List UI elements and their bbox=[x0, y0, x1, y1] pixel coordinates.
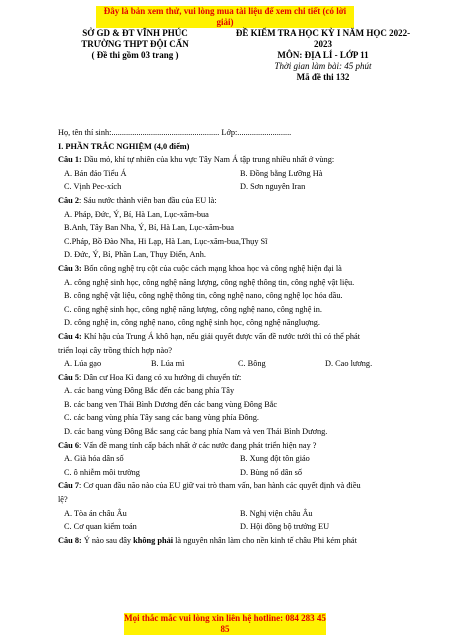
question-label: Câu 2 bbox=[58, 195, 79, 205]
question-text-continued: lệ? bbox=[58, 495, 68, 505]
option-d: D. Bùng nổ dân số bbox=[240, 467, 302, 477]
student-info-line: Họ, tên thí sinh:.................................................... Lớp:.......................... bbox=[58, 128, 292, 137]
option-c: C.Pháp, Bồ Đào Nha, Hi Lạp, Hà Lan, Lục-xăm-bua,Thụy Sĩ bbox=[64, 236, 268, 246]
options-row bbox=[58, 452, 410, 466]
question-text-end: là nguyên nhân làm cho nền kinh tế châu Phi kém phát bbox=[173, 535, 357, 545]
question-text-continued: triển loại cây trồng thích hợp nào? bbox=[58, 345, 173, 355]
option-a: A. Tòa án châu Âu bbox=[64, 508, 127, 518]
question-label: Câu 4: bbox=[58, 331, 82, 341]
option-d: D. Cao lương. bbox=[325, 359, 373, 369]
question-text: : Dân cư Hoa Kì đang có xu hướng di chuyển từ: bbox=[78, 372, 242, 382]
option-a: A. các bang vùng Đông Bắc đến các bang phía Tây bbox=[64, 386, 235, 396]
option-a: A. Lúa gạo bbox=[64, 359, 102, 369]
question-text: Bốn công nghệ trụ cột của cuộc cách mạng khoa học và công nghệ hiện đại là bbox=[81, 263, 342, 273]
option-a: A. Pháp, Đức, Ý, Bỉ, Hà Lan, Lục-xăm-bua bbox=[64, 209, 209, 219]
question-text: : Cơ quan đầu não nào của EU giữ vai trò tham vấn, ban hành các quyết định và điều bbox=[78, 481, 361, 491]
option-b: B. Nghị viện châu Âu bbox=[240, 508, 313, 518]
exam-header bbox=[228, 28, 418, 83]
question-8 bbox=[58, 534, 410, 548]
question-7 bbox=[58, 479, 410, 493]
question-5 bbox=[58, 371, 410, 385]
option-a: A. Bán đảo Tiểu Á bbox=[64, 168, 127, 178]
question-text: Ý nào sau đây bbox=[81, 535, 134, 545]
options-row bbox=[58, 180, 410, 194]
exam-title: ĐỀ KIỂM TRA HỌC KỲ I NĂM HỌC 2022- bbox=[235, 28, 411, 38]
option-a: A. Già hóa dân số bbox=[64, 454, 124, 464]
option-c: C. Bông bbox=[238, 359, 266, 369]
exam-code: Mã đề thi 132 bbox=[296, 72, 350, 82]
option-b: B.Anh, Tây Ban Nha, Ý, Bỉ, Hà Lan, Lục-xăm-bua bbox=[64, 223, 234, 233]
option-d: D. Sơn nguyên Iran bbox=[240, 182, 306, 192]
option-b: B. Đồng bằng Lưỡng Hà bbox=[240, 168, 323, 178]
options-row bbox=[58, 357, 410, 371]
hotline-banner: Mọi thắc mắc vui lòng xin liên hệ hotline: 084 283 45 85 bbox=[124, 613, 326, 634]
section-title: I. PHẦN TRẮC NGHIỆM (4,0 điểm) bbox=[58, 141, 190, 151]
school-name: TRƯỜNG THPT ĐỘI CẤN bbox=[81, 39, 189, 49]
option-c: C. công nghệ sinh học, công nghệ năng lượng, công nghệ nano, công nghệ in. bbox=[64, 304, 322, 314]
option-a: A. công nghệ sinh học, công nghệ năng lượng, công nghệ thông tin, công nghệ vật liệu. bbox=[64, 277, 355, 287]
question-4 bbox=[58, 330, 410, 344]
question-6 bbox=[58, 439, 410, 453]
option-b: B. Lúa mì bbox=[151, 359, 185, 369]
department-name: SỞ GD & ĐT VĨNH PHÚC bbox=[82, 28, 188, 38]
exam-body bbox=[58, 126, 410, 547]
option-c: C. Cơ quan kiểm toán bbox=[64, 522, 137, 532]
option-d: D. công nghệ in, công nghệ nano, công nghệ sinh học, công nghệ năngluợng. bbox=[64, 318, 321, 328]
option-d: D. Đức, Ý, Bỉ, Phần Lan, Thụy Điển, Anh. bbox=[64, 250, 206, 260]
options-row bbox=[58, 466, 410, 480]
school-header bbox=[60, 28, 210, 61]
preview-banner: Đây là bản xem thử, vui lòng mua tài liệu để xem chi tiết (có lời giải) bbox=[96, 6, 354, 28]
question-label: Câu 8: bbox=[58, 535, 82, 545]
question-3 bbox=[58, 262, 410, 276]
question-1 bbox=[58, 153, 410, 167]
question-2 bbox=[58, 194, 410, 208]
option-c: C. ô nhiễm môi trường bbox=[64, 467, 140, 477]
question-label: Câu 6 bbox=[58, 440, 79, 450]
question-text: Dầu mỏ, khí tự nhiên của khu vực Tây Nam Á tập trung nhiều nhất ở vùng: bbox=[81, 155, 335, 165]
page-count-note: ( Đề thi gồm 03 trang ) bbox=[91, 50, 179, 60]
options-row bbox=[58, 507, 410, 521]
option-d: D. các bang vùng Đông Bắc sang các bang phía Nam và ven Thái Bình Dương. bbox=[64, 427, 328, 437]
options-row bbox=[58, 520, 410, 534]
option-c: C. Vịnh Pec-xích bbox=[64, 182, 122, 192]
question-label: Câu 3: bbox=[58, 263, 82, 273]
option-c: C. các bang vùng phía Tây sang các bang vùng phía Đông. bbox=[64, 413, 260, 423]
options-row bbox=[58, 167, 410, 181]
question-label: Câu 5 bbox=[58, 372, 79, 382]
subject-line: MÔN: ĐỊA LÍ - LỚP 11 bbox=[277, 50, 369, 60]
question-label: Câu 7 bbox=[58, 481, 79, 491]
exam-title-year: 2023 bbox=[314, 39, 332, 49]
question-text: : Sáu nước thành viên ban đầu của EU là: bbox=[78, 195, 217, 205]
time-limit: Thời gian làm bài: 45 phút bbox=[274, 61, 372, 71]
question-text: : Vấn đề mang tính cấp bách nhất ở các nước đang phát triển hiện nay ? bbox=[78, 440, 317, 450]
question-emphasis: không phải bbox=[133, 535, 174, 545]
option-b: B. các bang ven Thái Bình Dương đến các bang vùng Đông Bắc bbox=[64, 399, 278, 409]
option-b: B. công nghệ vật liệu, công nghệ thông tin, công nghệ nano, công nghệ lọc hóa dầu. bbox=[64, 291, 343, 301]
question-text: Khí hậu của Trung Á khô hạn, nếu giải quyết được vấn đề nước tưới thì có thể phát bbox=[81, 331, 361, 341]
option-b: B. Xung đột tôn giáo bbox=[240, 454, 310, 464]
option-d: D. Hội đồng bộ trưởng EU bbox=[240, 522, 330, 532]
question-label: Câu 1: bbox=[58, 155, 82, 165]
